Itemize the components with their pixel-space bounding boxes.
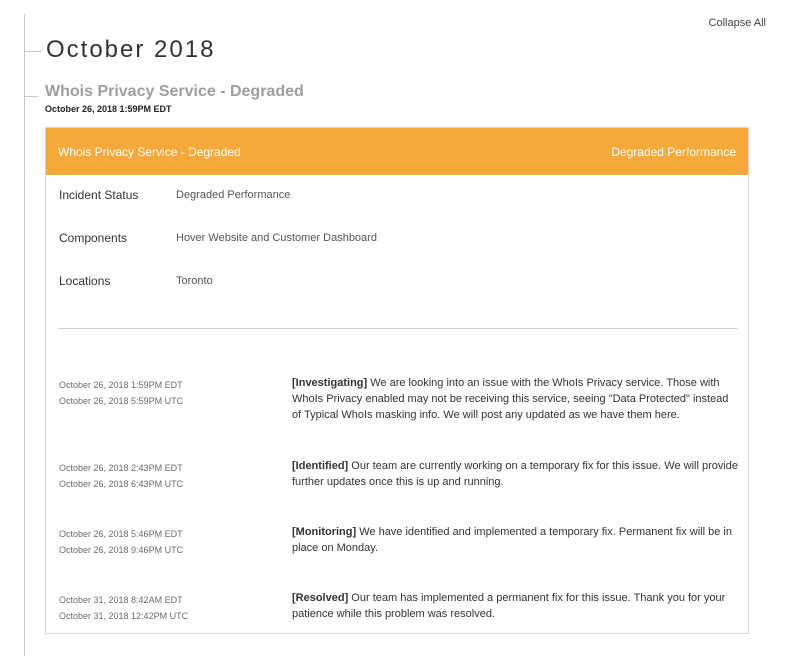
detail-row-components	[59, 231, 377, 245]
update-time-utc: October 26, 2018 5:59PM UTC	[59, 396, 184, 406]
timeline-month-tick	[24, 51, 42, 52]
detail-label: Locations	[59, 274, 111, 288]
update-status: [Monitoring]	[292, 526, 357, 538]
update-timestamps	[59, 526, 183, 558]
update-text	[292, 590, 740, 622]
update-status: [Investigating]	[292, 377, 368, 389]
update-text	[292, 458, 740, 490]
incident-card-header	[46, 128, 748, 175]
detail-row-incident-status	[59, 188, 290, 202]
incident-title[interactable]: Whois Privacy Service - Degraded	[45, 83, 304, 100]
timeline-incident-tick	[24, 96, 38, 97]
update-message: Our team has implemented a permanent fix for this issue. Thank you for your patience while this problem was resolved.	[292, 592, 726, 620]
detail-label: Incident Status	[59, 188, 139, 202]
update-time-utc: October 26, 2018 6:43PM UTC	[59, 479, 184, 489]
incident-card	[45, 127, 749, 634]
collapse-all-link[interactable]: Collapse All	[708, 17, 766, 29]
update-status: [Identified]	[292, 460, 349, 472]
detail-value: Toronto	[176, 275, 213, 287]
incident-header-status: Degraded Performance	[611, 144, 736, 159]
update-status: [Resolved]	[292, 592, 349, 604]
update-time-edt: October 31, 2018 8:42AM EDT	[59, 595, 183, 605]
update-time-edt: October 26, 2018 5:46PM EDT	[59, 529, 183, 539]
update-timestamps	[59, 460, 183, 492]
update-message: We have identified and implemented a temporary fix. Permanent fix will be in place on Monday.	[292, 526, 732, 554]
detail-row-locations	[59, 274, 213, 288]
month-title: October 2018	[46, 36, 216, 63]
update-text	[292, 524, 740, 556]
section-divider	[59, 328, 737, 329]
update-text	[292, 375, 740, 423]
update-message: Our team are currently working on a temporary fix for this issue. We will provide further updates once this is up and running.	[292, 460, 739, 488]
update-time-utc: October 31, 2018 12:42PM UTC	[59, 611, 189, 621]
detail-value: Degraded Performance	[176, 189, 291, 201]
detail-value: Hover Website and Customer Dashboard	[176, 232, 377, 244]
update-time-edt: October 26, 2018 1:59PM EDT	[59, 380, 183, 390]
update-message: We are looking into an issue with the WhoIs Privacy service. Those with WhoIs Privacy enabled may not be receiving this service, seeing "Data Protected" instead of Typical WhoIs masking info. We will post any updated as we have them here.	[292, 377, 729, 421]
incident-header-title: Whois Privacy Service - Degraded	[58, 144, 241, 159]
detail-label: Components	[59, 231, 128, 245]
incident-date: October 26, 2018 1:59PM EDT	[45, 104, 172, 114]
update-timestamps	[59, 377, 183, 409]
update-timestamps	[59, 592, 188, 624]
update-time-edt: October 26, 2018 2:43PM EDT	[59, 463, 183, 473]
timeline-line	[24, 14, 25, 656]
update-time-utc: October 26, 2018 9:46PM UTC	[59, 545, 184, 555]
